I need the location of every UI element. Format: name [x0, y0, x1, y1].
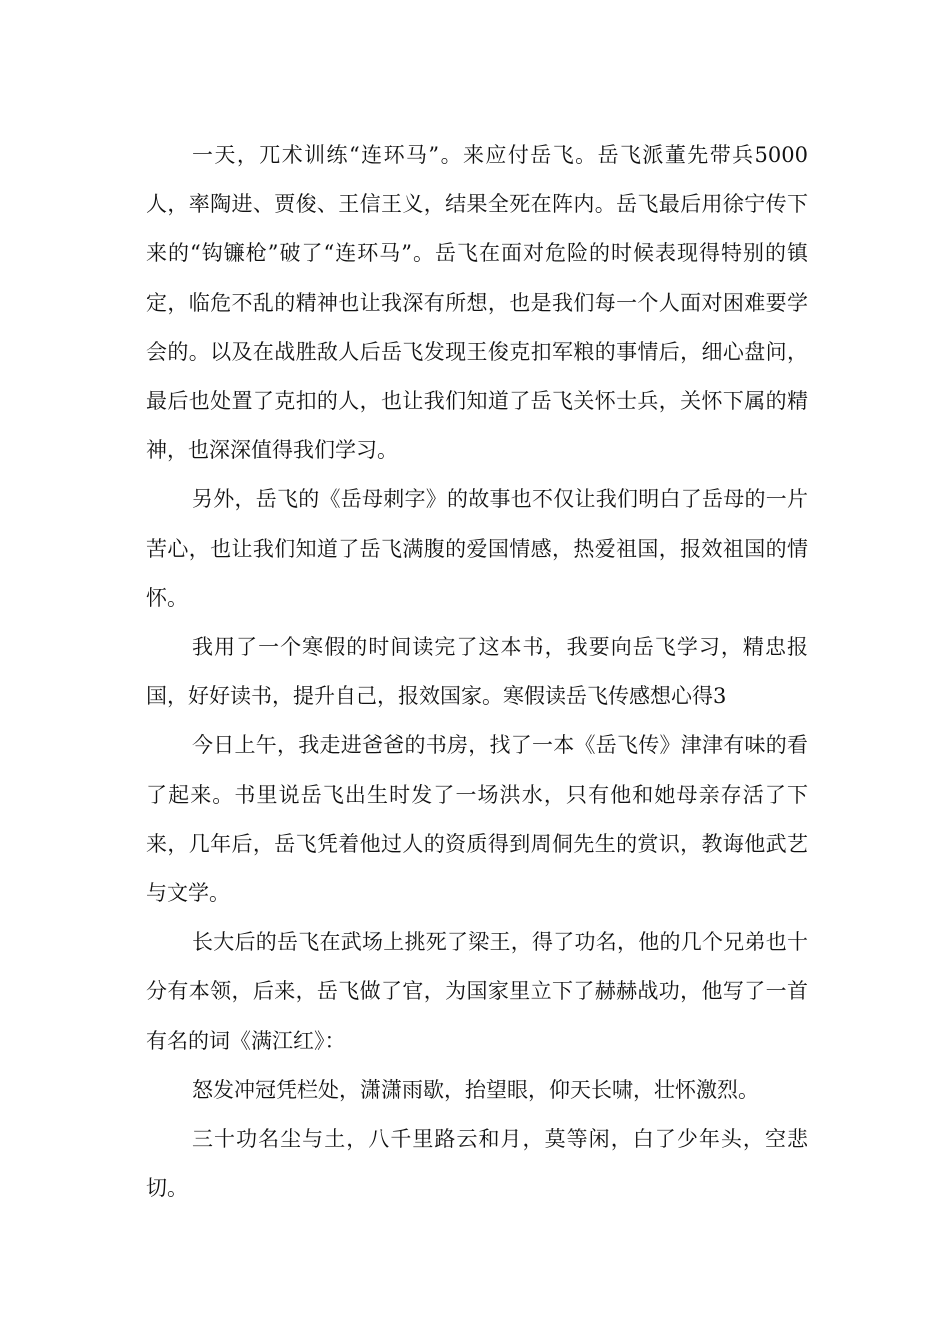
paragraph-3: 我用了一个寒假的时间读完了这本书，我要向岳飞学习，精忠报国，好好读书，提升自己，报效国家。寒假读岳飞传感想心得3 [146, 635, 808, 709]
paragraph-6: 怒发冲冠凭栏处，潇潇雨歇，抬望眼，仰天长啸，壮怀激烈。 [192, 1077, 759, 1102]
paragraph-4: 今日上午，我走进爸爸的书房，找了一本《岳飞传》津津有味的看了起来。书里说岳飞出生时发了一场洪水，只有他和她母亲存活了下来，几年后，岳飞凭着他过人的资质得到周侗先生的赏识，教诲他武艺与文学。 [146, 733, 808, 906]
paragraph-7: 三十功名尘与土，八千里路云和月，莫等闲，白了少年头，空悲切。 [146, 1127, 808, 1201]
paragraph-5: 长大后的岳飞在武场上挑死了梁王，得了功名，他的几个兄弟也十分有本领，后来，岳飞做了官，为国家里立下了赫赫战功，他写了一首有名的词《满江红》： [146, 930, 808, 1053]
paragraph-2: 另外，岳飞的《岳母刺字》的故事也不仅让我们明白了岳母的一片苦心，也让我们知道了岳飞满腹的爱国情感，热爱祖国，报效祖国的情怀。 [146, 487, 808, 610]
paragraph-1: 一天，兀术训练“连环马”。来应付岳飞。岳飞派董先带兵5000人，率陶进、贾俊、王信王义，结果全死在阵内。岳飞最后用徐宁传下来的“钩镰枪”破了“连环马”。岳飞在面对危险的时候表现得特别的镇定，临危不乱的精神也让我深有所想，也是我们每一个人面对困难要学会的。以及在战胜敌人后岳飞发现王俊克扣军粮的事情后，细心盘问，最后也处置了克扣的人，也让我们知道了岳飞关怀士兵，关怀下属的精神，也深深值得我们学习。 [146, 143, 808, 463]
document-body [146, 131, 808, 1213]
